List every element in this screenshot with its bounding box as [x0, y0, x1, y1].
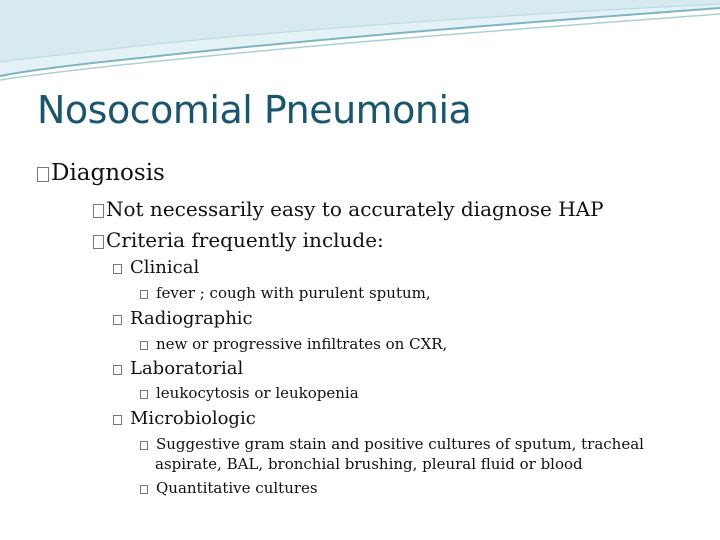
criterion-detail-continued: aspirate, BAL, bronchial brushing, pleural fluid or blood — [155, 455, 583, 473]
point-item — [93, 228, 384, 252]
criterion-clinical — [113, 257, 199, 278]
slide-title: Nosocomial Pneumonia — [37, 88, 472, 132]
bullet-icon — [140, 441, 148, 450]
criterion-microbiologic — [113, 408, 256, 429]
heading-text: Diagnosis — [51, 160, 165, 186]
criterion-label: Radiographic — [130, 308, 253, 329]
criterion-radiographic — [113, 308, 253, 329]
bullet-icon — [93, 204, 104, 218]
bullet-icon — [140, 341, 148, 350]
bullet-icon — [113, 415, 122, 425]
bullet-icon — [140, 290, 148, 299]
criterion-detail — [140, 335, 447, 353]
bullet-icon — [37, 167, 49, 182]
detail-text: new or progressive infiltrates on CXR, — [156, 335, 448, 353]
criterion-detail — [140, 479, 318, 497]
header-wave-decoration — [0, 0, 720, 90]
criterion-laboratorial — [113, 358, 243, 379]
point-text: Criteria frequently include: — [106, 228, 384, 252]
bullet-icon — [113, 264, 122, 274]
detail-text: Quantitative cultures — [156, 479, 318, 497]
criterion-label: Laboratorial — [130, 358, 244, 379]
criterion-detail — [140, 284, 431, 302]
point-text: Not necessarily easy to accurately diagnose HAP — [106, 197, 604, 221]
bullet-icon — [140, 390, 148, 399]
detail-text: leukocytosis or leukopenia — [156, 384, 359, 402]
bullet-icon — [113, 315, 122, 325]
bullet-icon — [93, 235, 104, 249]
detail-text: fever ; cough with purulent sputum, — [156, 284, 431, 302]
criterion-label: Clinical — [130, 257, 200, 278]
bullet-icon — [113, 365, 122, 375]
criterion-detail — [140, 384, 359, 402]
criterion-detail — [140, 435, 644, 453]
point-item — [93, 197, 604, 221]
heading-diagnosis — [37, 160, 165, 186]
detail-text: Suggestive gram stain and positive cultures of sputum, tracheal — [156, 435, 644, 453]
bullet-icon — [140, 485, 148, 494]
criterion-label: Microbiologic — [130, 408, 256, 429]
